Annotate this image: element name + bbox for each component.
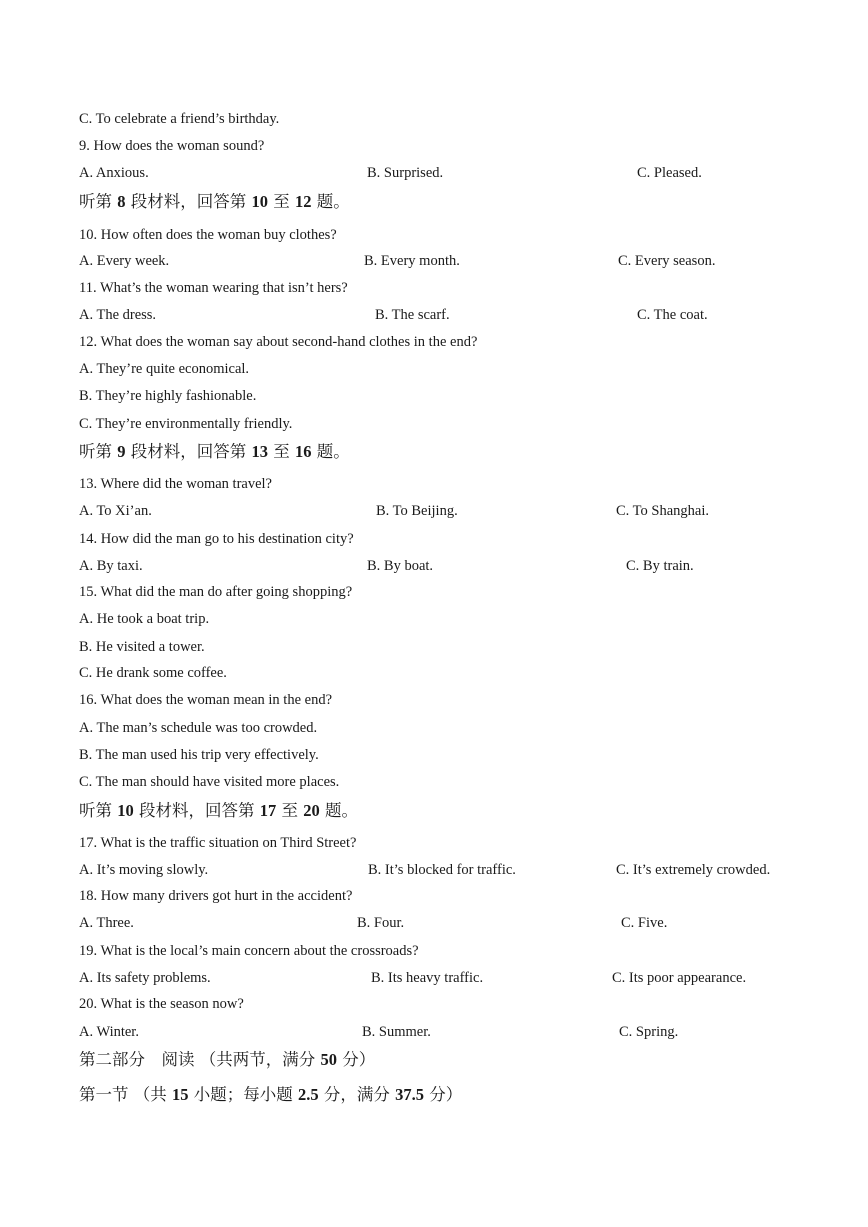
- question-10-option-a: A. Every week.: [79, 253, 170, 269]
- question-14-option-c: C. By train.: [626, 558, 694, 574]
- question-16-option-b: B. The man used his trip very effectively.: [79, 747, 319, 763]
- question-19: 19. What is the local’s main concern about the crossroads?: [79, 943, 419, 959]
- question-9-option-c: C. Pleased.: [637, 165, 702, 181]
- question-14-option-a: A. By taxi.: [79, 558, 143, 574]
- question-20-option-b: B. Summer.: [362, 1024, 431, 1040]
- question-15: 15. What did the man do after going shopping?: [79, 584, 353, 600]
- question-11: 11. What’s the woman wearing that isn’t hers?: [79, 280, 348, 296]
- question-9-option-a: A. Anxious.: [79, 165, 149, 181]
- question-10: 10. How often does the woman buy clothes?: [79, 227, 337, 243]
- question-16-option-c: C. The man should have visited more places.: [79, 774, 340, 790]
- section-header-8: 听第 8 段材料，回答第 10 至 12 题。: [79, 192, 350, 211]
- section-header-9: 听第 9 段材料，回答第 13 至 16 题。: [79, 442, 350, 461]
- question-18-option-a: A. Three.: [79, 915, 134, 931]
- question-15-option-c: C. He drank some coffee.: [79, 665, 227, 681]
- question-20-option-c: C. Spring.: [619, 1024, 679, 1040]
- question-12-option-c: C. They’re environmentally friendly.: [79, 416, 293, 432]
- question-18-option-c: C. Five.: [621, 915, 668, 931]
- question-18-option-b: B. Four.: [357, 915, 405, 931]
- question-16-option-a: A. The man’s schedule was too crowded.: [79, 720, 318, 736]
- question-17-option-a: A. It’s moving slowly.: [79, 862, 209, 878]
- question-12-option-a: A. They’re quite economical.: [79, 361, 250, 377]
- question-14: 14. How did the man go to his destination city?: [79, 531, 354, 547]
- question-15-option-a: A. He took a boat trip.: [79, 611, 210, 627]
- question-19-option-a: A. Its safety problems.: [79, 970, 211, 986]
- question-20-option-a: A. Winter.: [79, 1024, 139, 1040]
- question-19-option-c: C. Its poor appearance.: [612, 970, 747, 986]
- question-13: 13. Where did the woman travel?: [79, 476, 272, 492]
- question-12: 12. What does the woman say about second-hand clothes in the end?: [79, 334, 478, 350]
- question-12-option-b: B. They’re highly fashionable.: [79, 388, 257, 404]
- question-10-option-c: C. Every season.: [618, 253, 716, 269]
- question-11-option-c: C. The coat.: [637, 307, 708, 323]
- question-20: 20. What is the season now?: [79, 996, 244, 1012]
- question-16: 16. What does the woman mean in the end?: [79, 692, 333, 708]
- question-11-option-a: A. The dress.: [79, 307, 157, 323]
- question-17: 17. What is the traffic situation on Third Street?: [79, 835, 357, 851]
- question-13-option-a: A. To Xi’an.: [79, 503, 152, 519]
- question-17-option-c: C. It’s extremely crowded.: [616, 862, 771, 878]
- question-10-option-b: B. Every month.: [364, 253, 460, 269]
- question-13-option-c: C. To Shanghai.: [616, 503, 709, 519]
- part-two-heading: 第二部分 阅读 （共两节，满分 50 分）: [79, 1050, 376, 1069]
- section-one-heading: 第一节 （共 15 小题；每小题 2.5 分，满分 37.5 分）: [79, 1085, 463, 1104]
- section-header-10: 听第 10 段材料，回答第 17 至 20 题。: [79, 801, 358, 820]
- question-18: 18. How many drivers got hurt in the accident?: [79, 888, 353, 904]
- question-19-option-b: B. Its heavy traffic.: [371, 970, 484, 986]
- question-11-option-b: B. The scarf.: [375, 307, 450, 323]
- question-9-option-b: B. Surprised.: [367, 165, 444, 181]
- question-17-option-b: B. It’s blocked for traffic.: [368, 862, 516, 878]
- question-13-option-b: B. To Beijing.: [376, 503, 458, 519]
- question-8-option-c: C. To celebrate a friend’s birthday.: [79, 111, 280, 127]
- question-14-option-b: B. By boat.: [367, 558, 434, 574]
- question-9: 9. How does the woman sound?: [79, 138, 265, 154]
- question-15-option-b: B. He visited a tower.: [79, 639, 205, 655]
